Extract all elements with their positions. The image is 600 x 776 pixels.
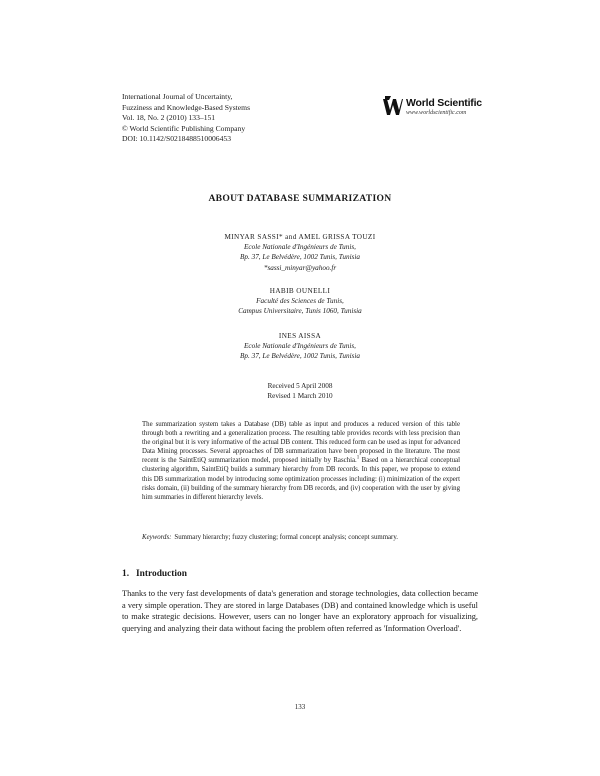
abstract-text-continued: Based on a hierarchical conceptual clustering algorithm, SaintEtiQ builds a summary hierarchy from DB records. In this paper, we propose to extend this DB summarization model by introducing some optimization processes including: (i) minimization of the expert risks domain, (ii) building of the summary hierarchy from DB records, and (iv) cooperation with the user by giving him summaries in different hierarchy levels. (142, 457, 460, 501)
section-heading (122, 569, 187, 579)
journal-line: Fuzziness and Knowledge-Based Systems (122, 102, 251, 112)
author-group-1 (0, 232, 600, 273)
affiliation-line: Ecole Nationale d'Ingénieurs de Tunis, (244, 243, 356, 252)
page-number: 133 (294, 703, 306, 711)
publisher-name: World Scientific (406, 97, 482, 109)
affiliation-line: Ecole Nationale d'Ingénieurs de Tunis, (244, 342, 356, 351)
publisher-tagline: www.worldscientific.com (406, 110, 467, 116)
reference-mark[interactable]: 1 (356, 456, 360, 462)
author-names: HABIB OUNELLI (269, 287, 331, 295)
keywords-label: Keywords: (142, 534, 172, 541)
affiliation-line: Faculté des Sciences de Tunis, (256, 297, 344, 306)
author-group-3 (0, 331, 600, 362)
section-body: Thanks to the very fast developments of data's generation and storage technologies, data collection became a very simple operation. They are stored in large Databases (DB) and contained knowledge which is useful to make strategic decisions. However, users can no longer have an exploratory approach for visualizing, querying and analyzing their data without facing the problem often referred as 'Information Overload'. (122, 589, 478, 633)
publisher-logo (382, 94, 507, 120)
keywords (142, 533, 460, 542)
section-title: Introduction (136, 569, 187, 579)
keywords-text: Summary hierarchy; fuzzy clustering; formal concept analysis; concept summary. (174, 534, 399, 541)
abstract (142, 420, 460, 502)
affiliation-line: Bp. 37, Le Belvédère, 1002 Tunis, Tunisia (240, 352, 360, 361)
journal-line: © World Scientific Publishing Company (122, 123, 246, 133)
affiliation-line: Campus Universitaire, Tunis 1060, Tunisia (238, 307, 362, 316)
author-group-2 (0, 286, 600, 317)
journal-line: International Journal of Uncertainty, (122, 92, 233, 101)
journal-info (122, 92, 250, 145)
author-email: *sassi_minyar@yahoo.fr (263, 263, 337, 272)
section-number: 1. (122, 569, 130, 579)
journal-line: Vol. 18, No. 2 (2010) 133–151 (122, 113, 216, 123)
journal-doi: DOI: 10.1142/S0218488510006453 (122, 134, 231, 144)
revised-date: Revised 1 March 2010 (267, 392, 333, 401)
author-names: INES AISSA (278, 332, 322, 340)
world-scientific-logo-icon (382, 96, 404, 118)
paper-title: ABOUT DATABASE SUMMARIZATION (208, 193, 392, 204)
affiliation-line: Bp. 37, Le Belvédère, 1002 Tunis, Tunisia (240, 253, 360, 262)
author-names: MINYAR SASSI* and AMEL GRISSA TOUZI (224, 233, 376, 241)
abstract-text: The summarization system takes a Database (DB) table as input and produces a reduced version of this table through both a rewriting and a generalization process. The resulting table provides records with less precision than the original but it is very informative of the actual DB content. This reduced form can be used as input for advanced Data Mining processes. Several approaches of DB summarization have been proposed in the literature. The most recent is the SaintEtiQ summarization model, proposed initially by Raschia. (142, 421, 460, 465)
received-date: Received 5 April 2008 (267, 382, 333, 390)
submission-dates (0, 381, 600, 401)
